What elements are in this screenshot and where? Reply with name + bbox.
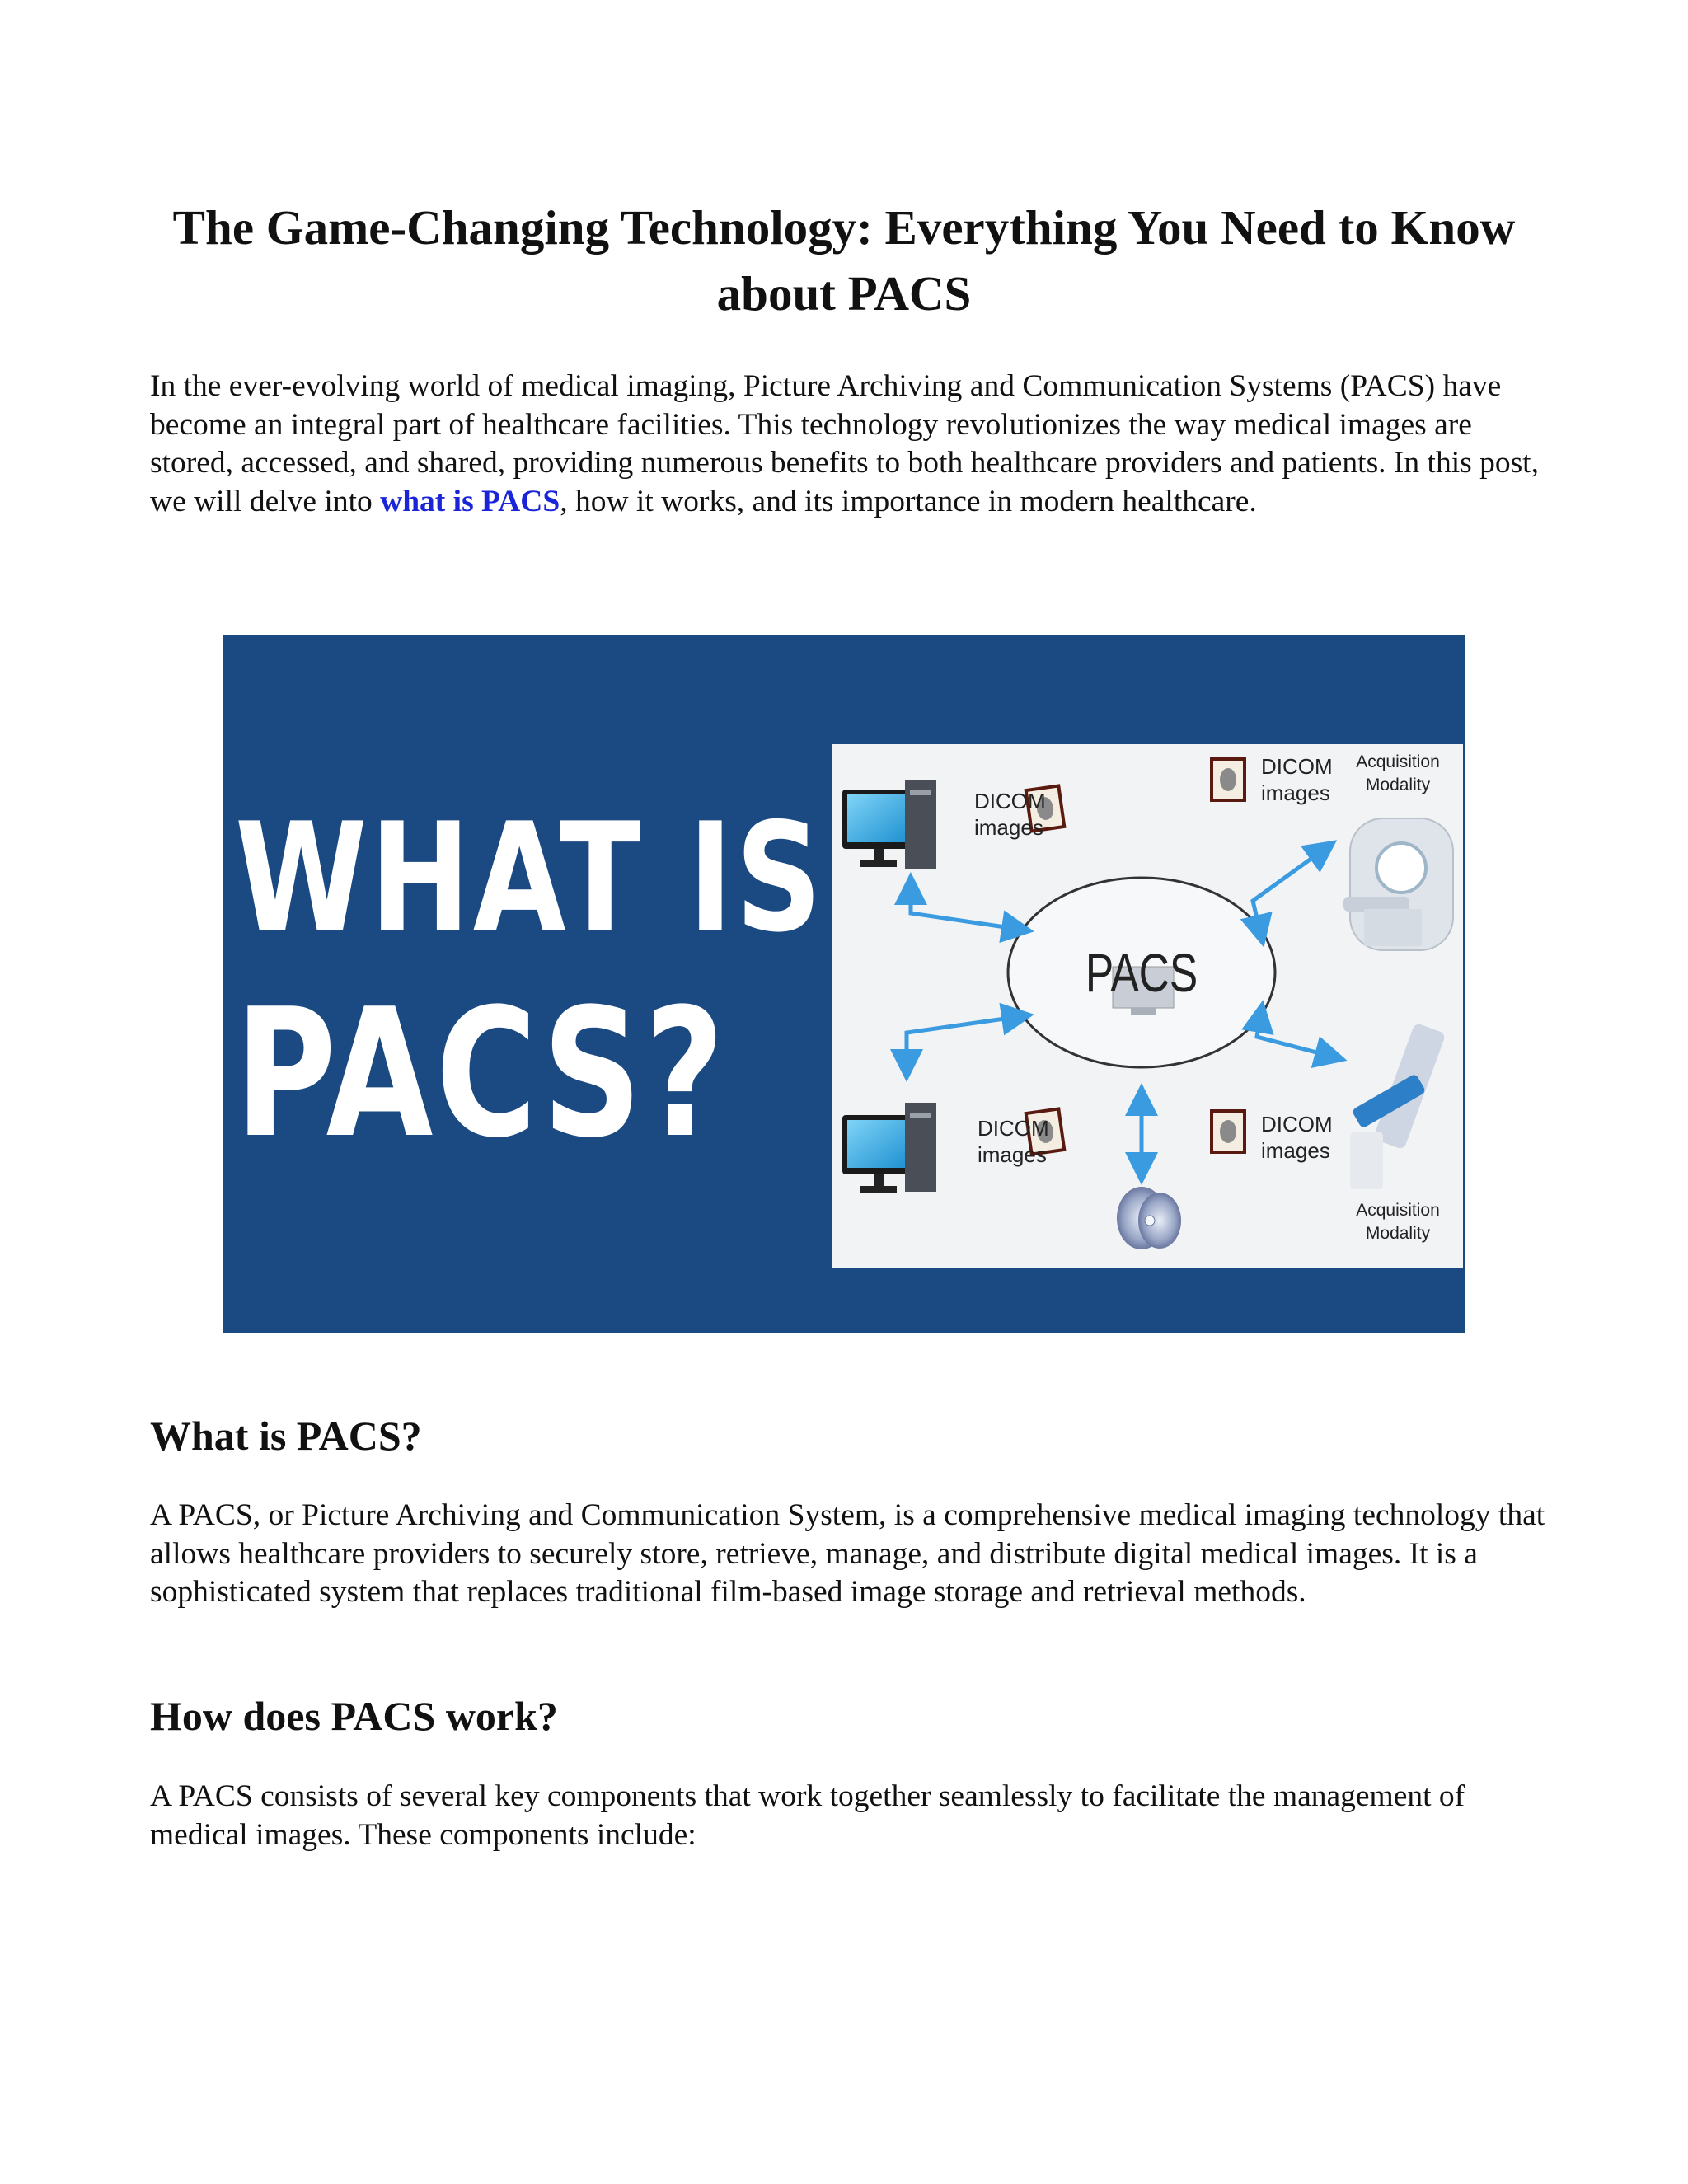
svg-text:Modality: Modality bbox=[1365, 1224, 1431, 1243]
intro-text-start: In the ever-evolving world of medical imaging, Picture Archiving and Communication Systems (PACS) have become an integral part of healthcare facilities. This technology revolutionizes the way medical images are stored, accessed, and shared, providing numerous benefits to both healthcare providers and patients. In this post, we will delve into bbox=[150, 369, 1539, 518]
intro-text-end: , how it works, and its importance in modern healthcare. bbox=[560, 484, 1257, 518]
dicom-film-icon bbox=[1212, 759, 1245, 800]
svg-text:DICOM: DICOM bbox=[978, 1116, 1049, 1141]
page-title: The Game-Changing Technology: Everything You Need to Know about PACS bbox=[172, 200, 1516, 321]
disc-storage-icon bbox=[1117, 1187, 1181, 1249]
computer-bottom-left-icon bbox=[842, 1103, 936, 1193]
section-heading-how-pacs-works: How does PACS work? bbox=[150, 1693, 558, 1739]
pacs-center-label: PACS bbox=[1085, 941, 1198, 1004]
svg-text:images: images bbox=[1261, 780, 1330, 805]
section-heading-what-is-pacs: What is PACS? bbox=[150, 1413, 422, 1459]
dicom-label-top-right bbox=[1261, 754, 1333, 805]
hero-image bbox=[223, 635, 1465, 1333]
svg-text:images: images bbox=[974, 815, 1043, 840]
mri-scanner-icon bbox=[1343, 818, 1453, 950]
svg-text:images: images bbox=[1261, 1138, 1330, 1163]
computer-top-left-icon bbox=[842, 780, 936, 869]
intro-paragraph bbox=[150, 368, 1551, 521]
hero-title-line1: WHAT IS bbox=[235, 790, 825, 965]
dicom-label-bottom-right bbox=[1261, 1112, 1333, 1163]
acquisition-label-bottom bbox=[1356, 1201, 1440, 1243]
svg-text:Modality: Modality bbox=[1365, 776, 1431, 794]
what-is-pacs-link[interactable]: what is PACS bbox=[380, 484, 560, 518]
svg-text:images: images bbox=[978, 1142, 1047, 1167]
section-body-how-pacs-works: A PACS consists of several key components that work together seamlessly to facilitate the management of medical images. These components include: bbox=[150, 1779, 1465, 1852]
xray-machine-icon bbox=[1350, 1023, 1446, 1189]
dicom-film-icon bbox=[1212, 1111, 1245, 1152]
section-body-what-is-pacs: A PACS, or Picture Archiving and Communication System, is a comprehensive medical imaging technology that allows healthcare providers to securely store, retrieve, manage, and distribute digital medical images. It is a sophisticated system that replaces traditional film-based image storage and retrieval methods. bbox=[150, 1498, 1545, 1609]
pacs-diagram bbox=[832, 744, 1463, 1268]
svg-text:Acquisition: Acquisition bbox=[1356, 1201, 1440, 1220]
hero-title-line2: PACS? bbox=[235, 970, 728, 1177]
svg-text:DICOM: DICOM bbox=[1261, 754, 1333, 779]
svg-text:DICOM: DICOM bbox=[974, 789, 1046, 813]
svg-text:DICOM: DICOM bbox=[1261, 1112, 1333, 1137]
svg-text:Acquisition: Acquisition bbox=[1356, 752, 1440, 771]
acquisition-label-top bbox=[1356, 752, 1440, 794]
